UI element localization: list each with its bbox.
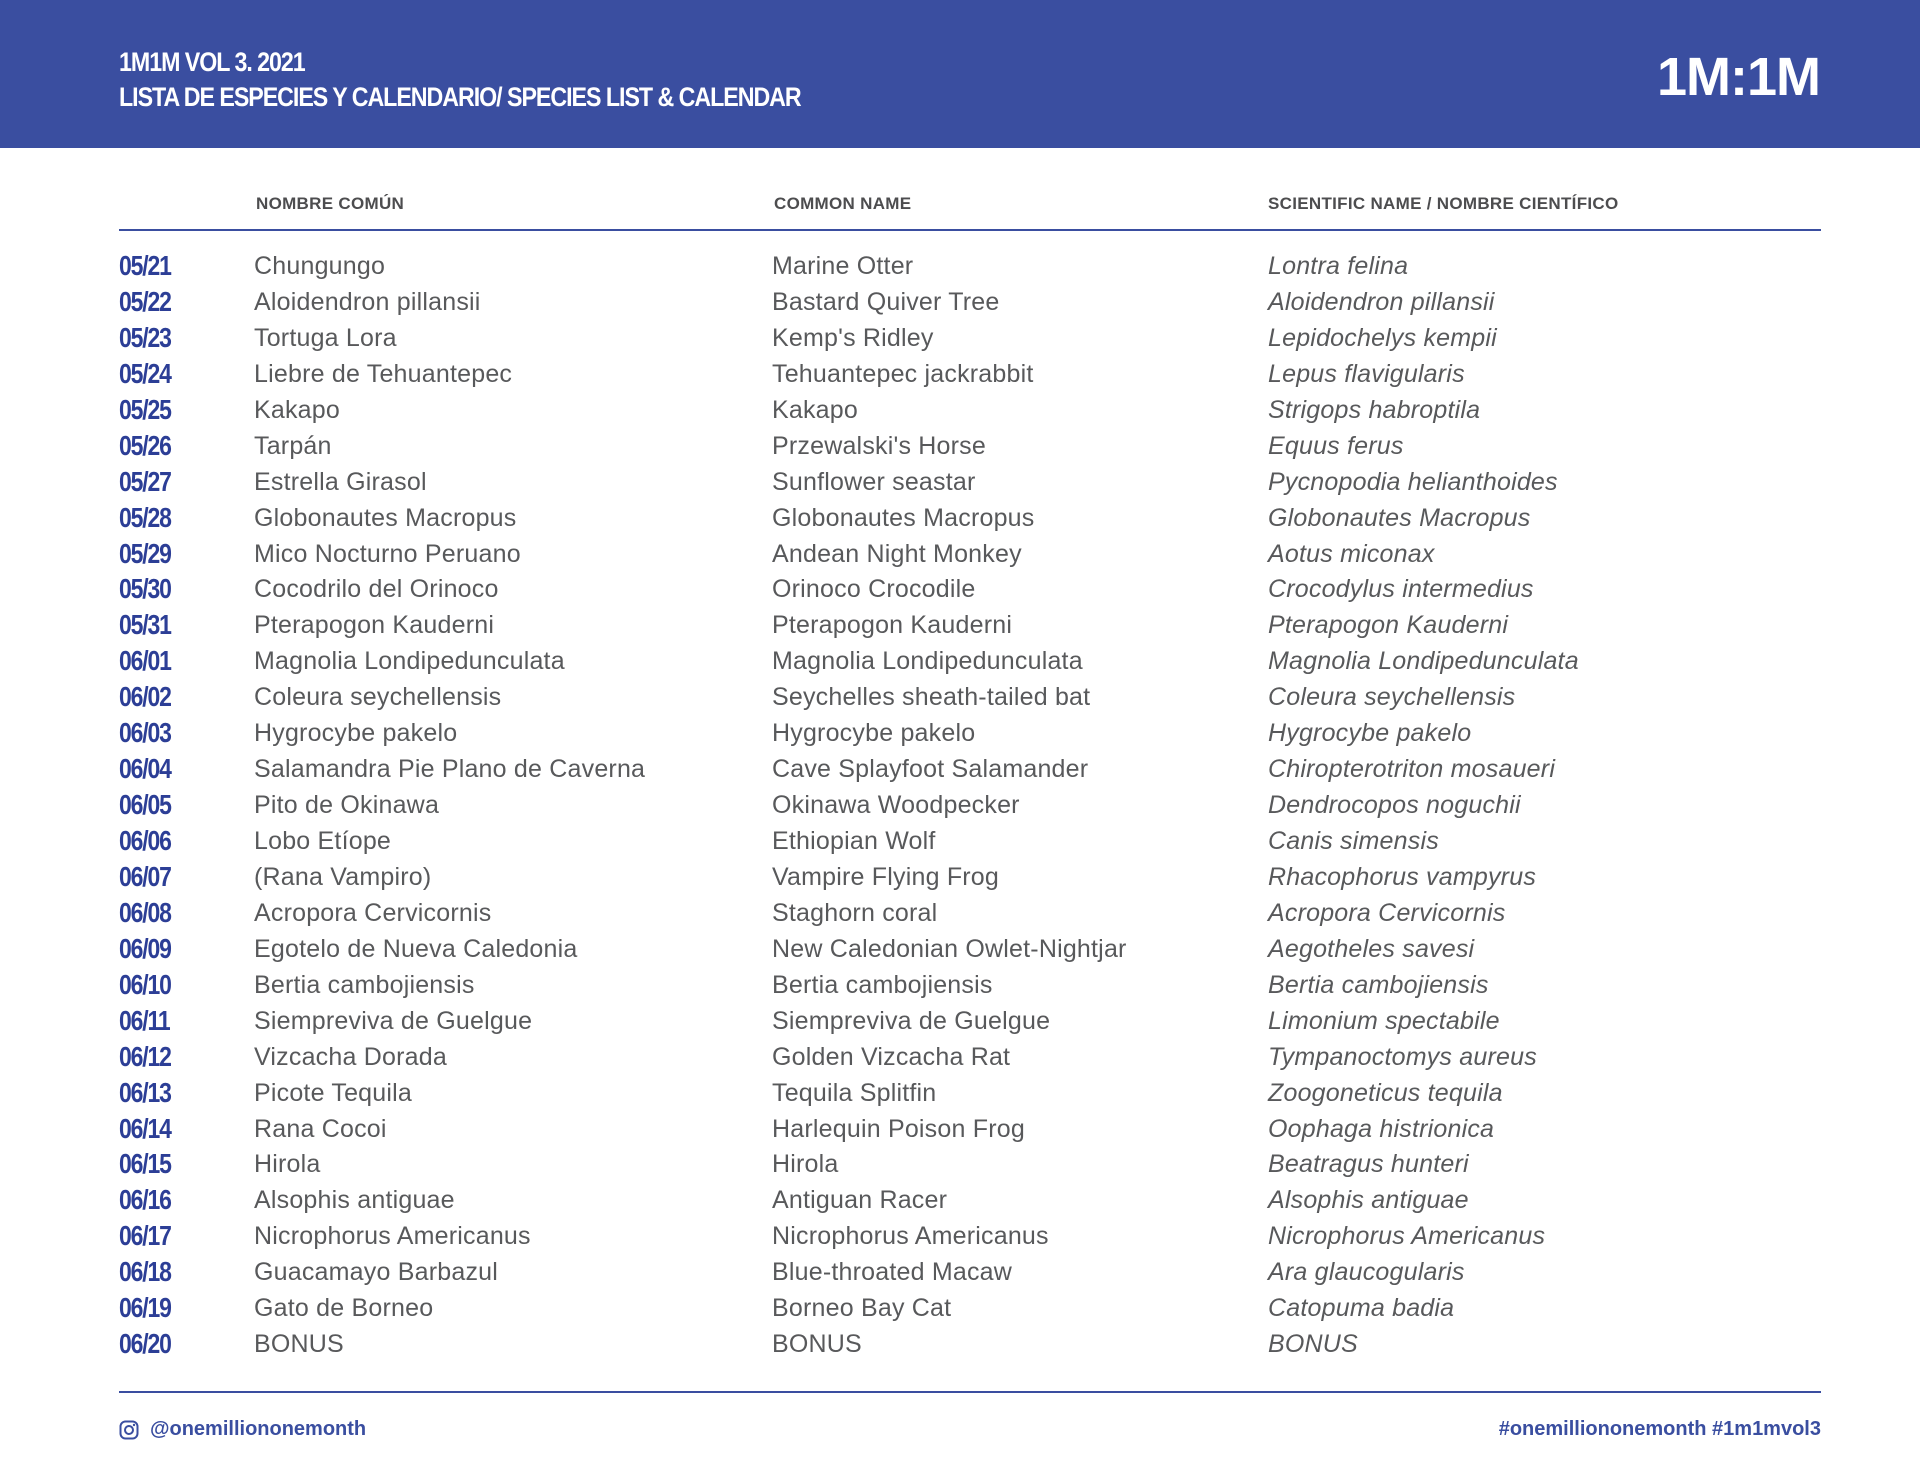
row-scientific-name: Pycnopodia helianthoides [1268,467,1558,496]
row-date: 05/28 [119,501,171,533]
row-nombre-comun: Acropora Cervicornis [254,898,492,927]
table-row [0,356,1920,392]
instagram-handle: @onemilliononemonth [150,1418,367,1440]
row-date: 06/18 [119,1256,171,1288]
header-title-line2: LISTA DE ESPECIES Y CALENDARIO/ SPECIES LIST & CALENDAR [119,82,801,112]
row-common-name: Sunflower seastar [772,467,976,496]
row-common-name: Hirola [772,1150,839,1179]
row-common-name: Harlequin Poison Frog [772,1114,1025,1143]
table-row [0,1003,1920,1039]
row-date: 05/21 [119,250,171,281]
header-banner [0,0,1920,148]
row-scientific-name: Limonium spectabile [1268,1006,1500,1035]
row-common-name: Bertia cambojiensis [772,970,993,999]
row-nombre-comun: Rana Cocoi [254,1114,387,1143]
row-nombre-comun: Tarpán [254,431,332,460]
row-common-name: Golden Vizcacha Rat [772,1042,1011,1071]
row-common-name: New Caledonian Owlet-Nightjar [772,934,1127,963]
table-row [0,571,1920,607]
row-nombre-comun: Hirola [254,1150,321,1179]
row-date: 06/14 [119,1112,171,1144]
row-common-name: Globonautes Macropus [772,503,1035,532]
row-nombre-comun: Liebre de Tehuantepec [254,359,513,388]
table-row [0,1075,1920,1111]
row-scientific-name: Globonautes Macropus [1268,503,1531,532]
row-common-name: Kemp's Ridley [772,323,934,352]
column-header-scientific-name: SCIENTIFIC NAME / NOMBRE CIENTÍFICO [1268,194,1619,213]
table-row [0,823,1920,859]
row-nombre-comun: Guacamayo Barbazul [254,1258,499,1287]
instagram-icon [119,1420,139,1440]
row-scientific-name: Pterapogon Kauderni [1268,611,1509,640]
table-row [0,392,1920,428]
row-date: 06/11 [119,1004,170,1036]
row-nombre-comun: Hygrocybe pakelo [254,719,458,748]
row-scientific-name: Bertia cambojiensis [1268,970,1489,999]
row-scientific-name: Tympanoctomys aureus [1268,1042,1537,1071]
header-titles [119,45,801,115]
table-row [0,931,1920,967]
row-common-name: Orinoco Crocodile [772,575,976,604]
row-date: 06/10 [119,968,171,1000]
row-scientific-name: Strigops habroptila [1268,395,1481,424]
table-row [0,248,1920,284]
row-date: 06/16 [119,1184,171,1216]
row-date: 06/17 [119,1220,171,1252]
row-scientific-name: BONUS [1268,1330,1358,1359]
table-row [0,787,1920,823]
row-scientific-name: Aloidendron pillansii [1268,287,1495,316]
row-scientific-name: Oophaga histrionica [1268,1114,1495,1143]
row-date: 06/02 [119,681,171,713]
row-scientific-name: Canis simensis [1268,827,1439,855]
row-scientific-name: Hygrocybe pakelo [1268,719,1472,748]
row-nombre-comun: Cocodrilo del Orinoco [254,575,499,604]
row-nombre-comun: Picote Tequila [254,1078,413,1107]
row-nombre-comun: Coleura seychellensis [254,683,502,712]
row-date: 06/01 [119,645,171,677]
row-nombre-comun: Estrella Girasol [254,467,427,496]
row-scientific-name: Catopuma badia [1268,1294,1455,1323]
row-common-name: Staghorn coral [772,898,938,927]
row-date: 05/30 [119,573,171,605]
table-row [0,1254,1920,1290]
row-common-name: Magnolia Londipedunculata [772,647,1083,676]
row-scientific-name: Acropora Cervicornis [1268,898,1506,927]
row-scientific-name: Nicrophorus Americanus [1268,1222,1546,1251]
row-date: 06/05 [119,789,171,821]
row-scientific-name: Lepus flavigularis [1268,359,1465,388]
row-date: 05/25 [119,393,171,425]
row-scientific-name: Aegotheles savesi [1268,934,1475,963]
row-date: 05/22 [119,285,171,317]
table-row [0,500,1920,536]
row-nombre-comun: Globonautes Macropus [254,503,517,532]
row-common-name: Siempreviva de Guelgue [772,1006,1051,1035]
row-common-name: Kakapo [772,395,858,424]
row-common-name: BONUS [772,1330,862,1359]
table-row [0,967,1920,1003]
row-date: 06/19 [119,1292,171,1324]
row-date: 06/12 [119,1040,171,1072]
table-row [0,464,1920,500]
table-row [0,284,1920,320]
header-divider [119,229,1821,231]
row-nombre-comun: Vizcacha Dorada [254,1042,447,1071]
brand-logo: 1M:1M [1656,47,1820,107]
row-scientific-name: Rhacophorus vampyrus [1268,862,1537,891]
row-common-name: Seychelles sheath-tailed bat [772,683,1091,712]
row-common-name: Borneo Bay Cat [772,1294,952,1323]
table-row [0,607,1920,643]
table-row [0,1146,1920,1182]
row-scientific-name: Coleura seychellensis [1268,683,1516,712]
table-row [0,679,1920,715]
row-common-name: Vampire Flying Frog [772,862,1000,891]
table-row [0,1290,1920,1326]
row-date: 06/20 [119,1328,171,1360]
row-nombre-comun: Mico Nocturno Peruano [254,539,521,568]
row-nombre-comun: Alsophis antiguae [254,1186,455,1215]
table-row [0,715,1920,751]
row-common-name: Okinawa Woodpecker [772,791,1020,820]
row-scientific-name: Ara glaucogularis [1268,1258,1465,1287]
row-common-name: Pterapogon Kauderni [772,611,1013,640]
row-date: 06/03 [119,717,171,749]
row-nombre-comun: Egotelo de Nueva Caledonia [254,934,578,963]
row-nombre-comun: Pterapogon Kauderni [254,611,495,640]
row-nombre-comun: Tortuga Lora [254,323,397,352]
row-scientific-name: Lontra felina [1268,252,1409,280]
table-row [0,1111,1920,1147]
row-nombre-comun: Chungungo [254,252,386,280]
column-header-common-name: COMMON NAME [774,194,912,213]
row-scientific-name: Beatragus hunteri [1268,1150,1469,1179]
table-row [0,428,1920,464]
row-scientific-name: Equus ferus [1268,431,1404,460]
table-row [0,536,1920,572]
header-title-line1: 1M1M VOL 3. 2021 [119,47,305,77]
row-date: 05/27 [119,465,171,497]
footer [0,1410,1920,1450]
table-row [0,751,1920,787]
row-nombre-comun: Pito de Okinawa [254,791,440,820]
row-common-name: Bastard Quiver Tree [772,287,1000,316]
row-scientific-name: Aotus miconax [1268,539,1435,568]
row-scientific-name: Magnolia Londipedunculata [1268,647,1579,676]
row-date: 05/26 [119,429,171,461]
table-row [0,1326,1920,1362]
row-scientific-name: Lepidochelys kempii [1268,323,1497,352]
row-common-name: Antiguan Racer [772,1186,948,1215]
row-date: 05/29 [119,537,171,569]
footer-divider [119,1391,1821,1393]
row-date: 06/08 [119,896,171,928]
row-common-name: Przewalski's Horse [772,431,986,460]
row-date: 05/23 [119,321,171,353]
column-headers [0,190,1920,220]
column-header-nombre-comun: NOMBRE COMÚN [256,194,405,213]
table-row [0,643,1920,679]
row-nombre-comun: Salamandra Pie Plano de Caverna [254,755,646,784]
row-common-name: Blue-throated Macaw [772,1258,1013,1287]
table-row [0,1182,1920,1218]
row-nombre-comun: Gato de Borneo [254,1294,434,1323]
row-common-name: Cave Splayfoot Salamander [772,755,1089,784]
row-nombre-comun: BONUS [254,1330,344,1359]
row-nombre-comun: Lobo Etíope [254,827,392,855]
row-common-name: Andean Night Monkey [772,539,1022,568]
row-date: 06/09 [119,932,171,964]
row-date: 05/24 [119,357,171,389]
row-nombre-comun: Siempreviva de Guelgue [254,1006,533,1035]
hashtags: #onemilliononemonth #1m1mvol3 [1498,1418,1821,1440]
row-date: 06/13 [119,1076,171,1108]
row-scientific-name: Crocodylus intermedius [1268,575,1534,604]
row-nombre-comun: Nicrophorus Americanus [254,1222,531,1251]
table-row [0,859,1920,895]
table-row [0,1039,1920,1075]
row-common-name: Tequila Splitfin [772,1078,937,1107]
row-date: 06/06 [119,825,171,856]
row-scientific-name: Dendrocopos noguchii [1268,791,1521,820]
row-common-name: Nicrophorus Americanus [772,1222,1049,1251]
row-scientific-name: Alsophis antiguae [1268,1186,1469,1215]
row-scientific-name: Chiropterotriton mosaueri [1268,755,1556,784]
row-scientific-name: Zoogoneticus tequila [1268,1078,1503,1107]
row-date: 06/04 [119,753,171,785]
table-row [0,320,1920,356]
row-nombre-comun: Kakapo [254,395,340,424]
row-nombre-comun: Magnolia Londipedunculata [254,647,565,676]
row-nombre-comun: (Rana Vampiro) [254,862,432,891]
row-date: 05/31 [119,609,171,641]
species-list [0,248,1920,1362]
row-common-name: Ethiopian Wolf [772,827,936,855]
row-common-name: Hygrocybe pakelo [772,719,976,748]
row-date: 06/07 [119,860,171,892]
row-common-name: Tehuantepec jackrabbit [772,359,1034,388]
row-common-name: Marine Otter [772,252,914,280]
table-row [0,1218,1920,1254]
table-row [0,895,1920,931]
row-date: 06/15 [119,1148,171,1180]
row-nombre-comun: Aloidendron pillansii [254,287,481,316]
row-nombre-comun: Bertia cambojiensis [254,970,475,999]
